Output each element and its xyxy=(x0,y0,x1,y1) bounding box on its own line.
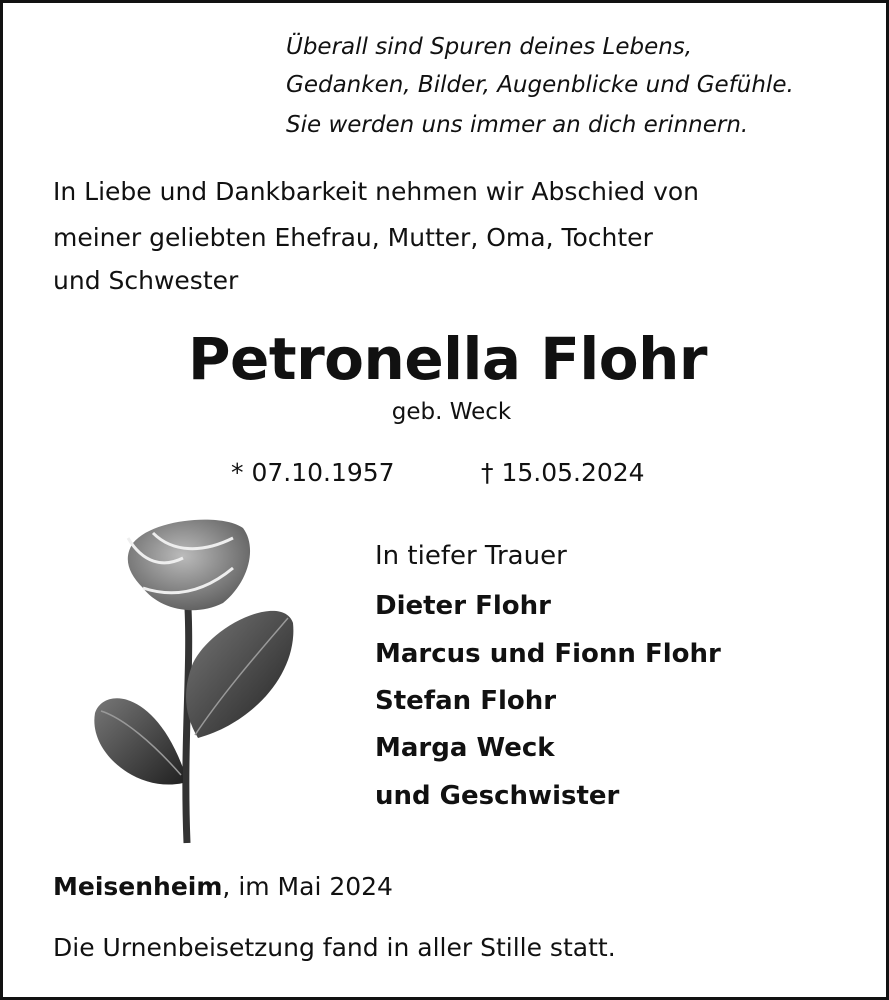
poem-line-1: Überall sind Spuren deines Lebens, xyxy=(286,34,693,60)
deceased-name: Petronella Flohr xyxy=(188,325,707,393)
mourner-name: Marcus und Fionn Flohr xyxy=(375,639,721,669)
intro-line-1: In Liebe und Dankbarkeit nehmen wir Abschied von xyxy=(53,177,700,206)
birth-name: geb. Weck xyxy=(391,399,512,425)
mourner-name: und Geschwister xyxy=(375,781,620,811)
poem-line-3: Sie werden uns immer an dich erinnern. xyxy=(286,112,749,138)
mourner-name: Marga Weck xyxy=(375,733,555,763)
death-date: † 15.05.2024 xyxy=(481,458,645,487)
place: Meisenheim xyxy=(53,872,223,901)
mourner-name: Stefan Flohr xyxy=(375,686,557,716)
date-text: , im Mai 2024 xyxy=(222,872,393,901)
rose-image xyxy=(83,513,303,848)
intro-line-2: meiner geliebten Ehefrau, Mutter, Oma, Tochter xyxy=(53,223,653,252)
mourner-name: Dieter Flohr xyxy=(375,591,551,621)
birth-date: * 07.10.1957 xyxy=(231,458,395,487)
burial-note: Die Urnenbeisetzung fand in aller Stille statt. xyxy=(53,933,616,962)
place-date xyxy=(53,872,393,901)
mourning-heading: In tiefer Trauer xyxy=(375,541,567,571)
poem-line-2: Gedanken, Bilder, Augenblicke und Gefühle. xyxy=(286,72,794,98)
intro-line-3: und Schwester xyxy=(53,266,239,295)
